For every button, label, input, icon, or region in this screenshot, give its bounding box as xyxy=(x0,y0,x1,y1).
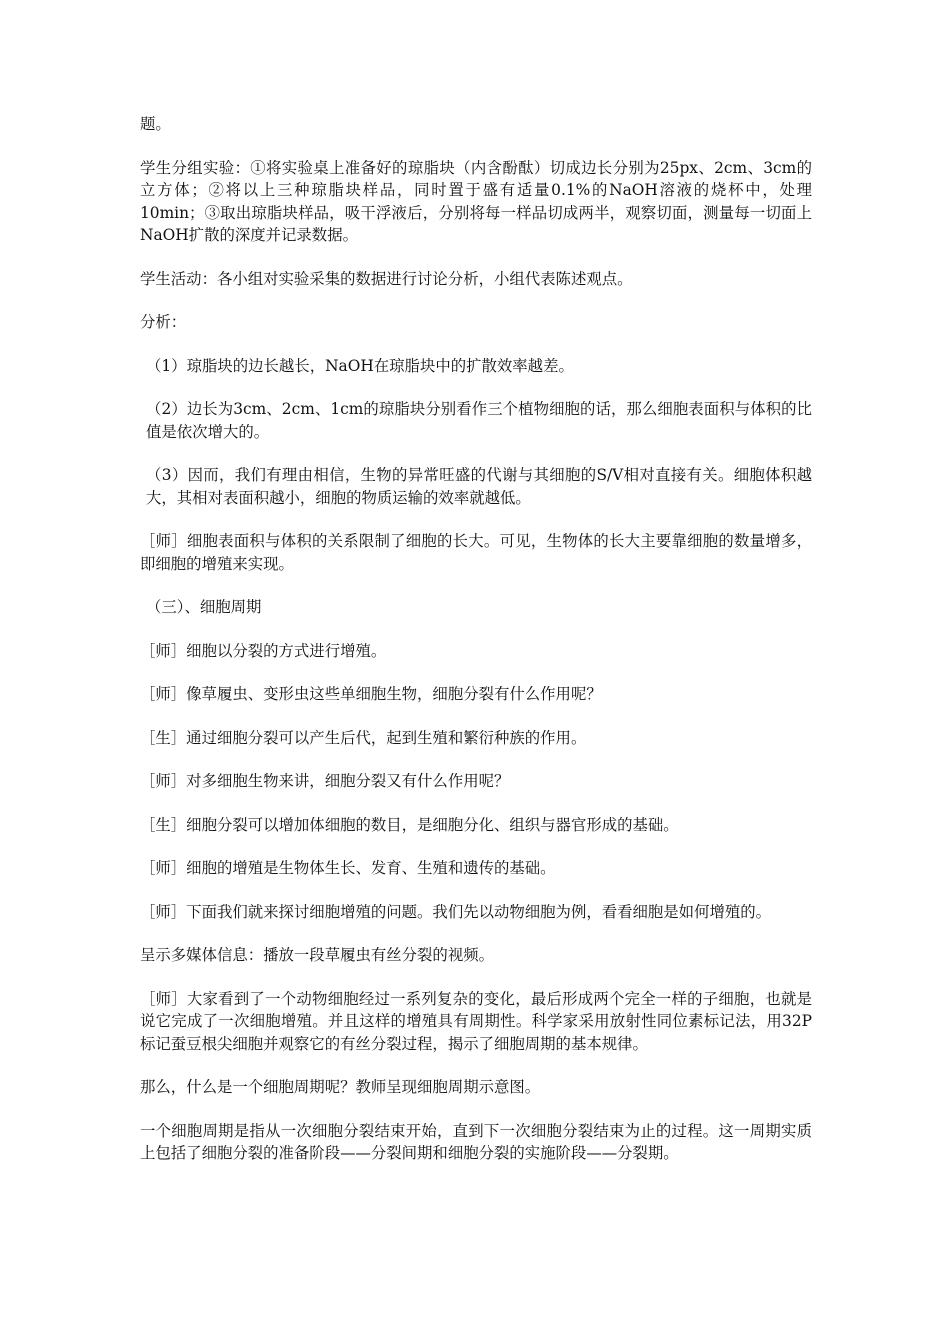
paragraph-teacher-5: ［师］细胞的增殖是生物体生长、发育、生殖和遗传的基础。 xyxy=(140,859,556,877)
paragraph-teacher-3: ［师］像草履虫、变形虫这些单细胞生物，细胞分裂有什么作用呢？ xyxy=(140,685,602,703)
paragraph-definition: 一个细胞周期是指从一次细胞分裂结束开始，直到下一次细胞分裂结束为止的过程。这一周期实质上包括了细胞分裂的准备阶段——分裂间期和细胞分裂的实施阶段——分裂期。 xyxy=(140,1121,812,1162)
paragraph-student-1: ［生］通过细胞分裂可以产生后代，起到生殖和繁衍种族的作用。 xyxy=(140,728,587,747)
paragraph-question: 那么，什么是一个细胞周期呢？教师呈现细胞周期示意图。 xyxy=(140,1078,541,1096)
paragraph-continuation: 题。 xyxy=(140,115,171,133)
paragraph-multimedia: 呈示多媒体信息：播放一段草履虫有丝分裂的视频。 xyxy=(140,946,494,964)
paragraph-student-activity: 学生活动：各小组对实验采集的数据进行讨论分析，小组代表陈述观点。 xyxy=(140,269,633,288)
paragraph-analysis-2: （2）边长为3cm、2cm、1cm的琼脂块分别看作三个植物细胞的话，那么细胞表面积与体积的比值是依次增大的。 xyxy=(146,400,812,441)
paragraph-teacher-6: ［师］下面我们就来探讨细胞增殖的问题。我们先以动物细胞为例，看看细胞是如何增殖的。 xyxy=(140,902,772,921)
paragraph-analysis-heading: 分析： xyxy=(140,313,187,331)
paragraph-teacher-7: ［师］大家看到了一个动物细胞经过一系列复杂的变化，最后形成两个完全一样的子细胞，也就是说它完成了一次细胞增殖。并且这样的增殖具有周期性。科学家采用放射性同位素标记法，用32P标记蚕豆根尖细胞并观察它的有丝分裂过程，揭示了细胞周期的基本规律。 xyxy=(140,989,812,1053)
paragraph-analysis-1: （1）琼脂块的边长越长，NaOH在琼脂块中的扩散效率越差。 xyxy=(146,356,574,375)
paragraph-teacher-2: ［师］细胞以分裂的方式进行增殖。 xyxy=(140,641,387,660)
paragraph-teacher-1: ［师］细胞表面积与体积的关系限制了细胞的长大。可见，生物体的长大主要靠细胞的数量增多，即细胞的增殖来实现。 xyxy=(140,532,812,573)
paragraph-student-2: ［生］细胞分裂可以增加体细胞的数目，是细胞分化、组织与器官形成的基础。 xyxy=(140,815,679,834)
paragraph-teacher-4: ［师］对多细胞生物来讲，细胞分裂又有什么作用呢？ xyxy=(140,772,510,790)
paragraph-analysis-3: （3）因而，我们有理由相信，生物的异常旺盛的代谢与其细胞的S/V相对直接有关。细胞体积越大，其相对表面积越小，细胞的物质运输的效率就越低。 xyxy=(146,466,812,507)
section-heading-cell-cycle: （三）、细胞周期 xyxy=(146,598,262,616)
paragraph-group-experiment: 学生分组实验：①将实验桌上准备好的琼脂块（内含酚酞）切成边长分别为25px、2cm、3cm的立方体；②将以上三种琼脂块样品，同时置于盛有适量0.1%的NaOH溶液的烧杯中，处理10min；③取出琼脂块样品，吸干浮液后，分别将每一样品切成两半，观察切面，测量每一切面上NaOH扩散的深度并记录数据。 xyxy=(140,158,812,244)
document-page xyxy=(140,113,812,1186)
